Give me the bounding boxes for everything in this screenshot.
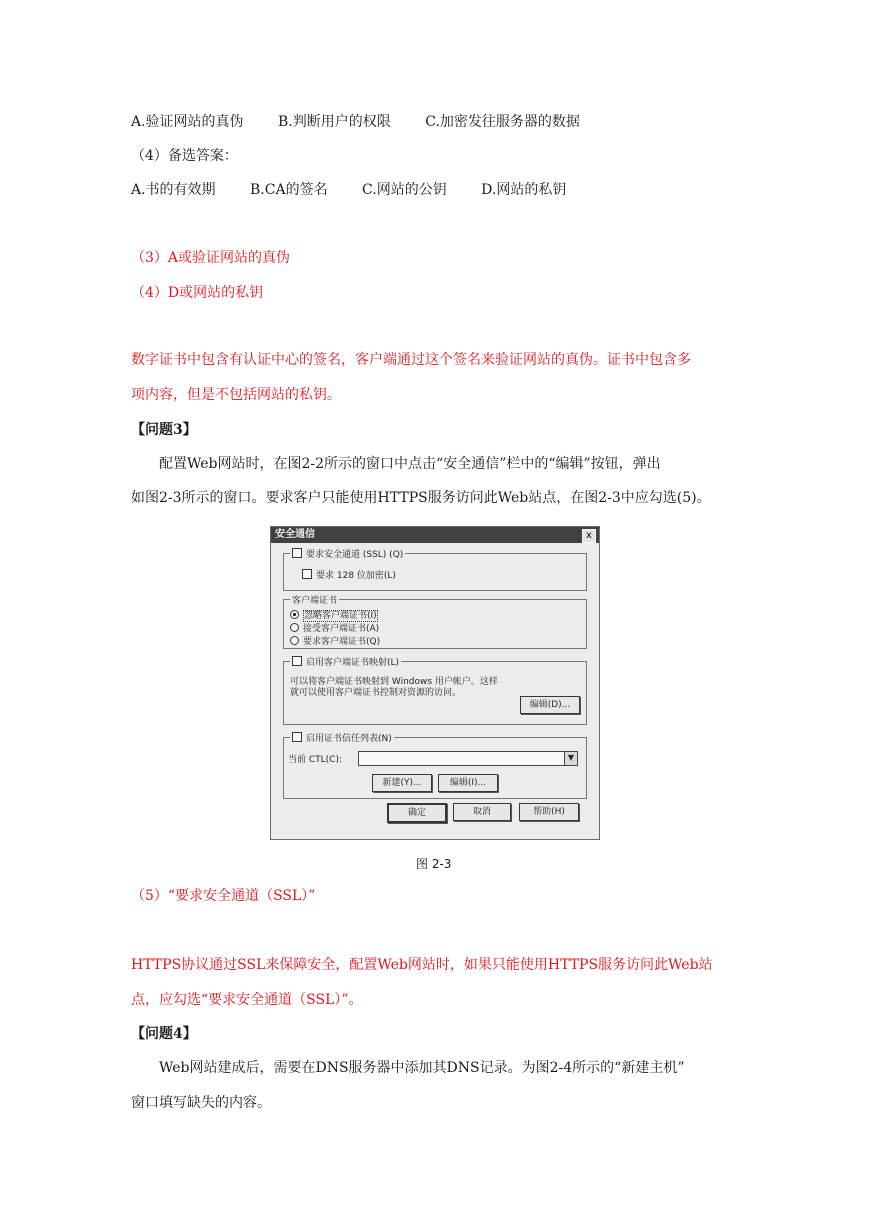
radio-ignore-label: 忽略客户端证书(I) (304, 611, 377, 621)
question-3-line2: 如图2-3所示的窗口。要求客户只能使用HTTPS服务访问此Web站点，在图2-3中应勾选(5)。 (131, 490, 711, 506)
answer-4: （4）D或网站的私钥 (131, 285, 264, 301)
mapping-group (283, 658, 587, 725)
q4-option-b: B.CA的签名 (250, 182, 328, 198)
question-3-line1: 配置Web网站时，在图2-2所示的窗口中点击“安全通信”栏中的“编辑”按钮，弹出 (159, 456, 661, 472)
question-4-line2: 窗口填写缺失的内容。 (131, 1095, 271, 1111)
radio-accept-label: 接受客户端证书(A) (303, 624, 380, 634)
explanation-1-line1: 数字证书中包含有认证中心的签名，客户端通过这个签名来验证网站的真伪。证书中包含多 (131, 352, 691, 368)
mapping-checkbox[interactable] (292, 656, 302, 666)
ctl-label: 启用证书信任列表(N) (306, 734, 392, 744)
answer-5: （5）“要求安全通道（SSL）” (131, 888, 316, 904)
q3-option-c: C.加密发往服务器的数据 (425, 114, 580, 130)
chevron-down-icon[interactable]: ▼ (564, 752, 577, 765)
q3-option-a: A.验证网站的真伪 (131, 114, 244, 130)
q3-option-b: B.判断用户的权限 (278, 114, 391, 130)
close-icon[interactable]: x (582, 529, 596, 543)
question-4-line1: Web网站建成后，需要在DNS服务器中添加其DNS记录。为图2-4所示的“新建主机” (159, 1060, 685, 1076)
bit128-label: 要求 128 位加密(L) (316, 571, 396, 581)
mapping-checkbox-row[interactable] (290, 655, 401, 668)
explanation-2-line2: 点，应勾选“要求安全通道（SSL）”。 (131, 992, 363, 1008)
q4-option-d: D.网站的私钥 (481, 182, 567, 198)
q4-option-c: C.网站的公钥 (362, 182, 447, 198)
ssl-checkbox-row[interactable] (290, 547, 405, 560)
ctl-checkbox-row[interactable] (290, 731, 394, 744)
edit-mapping-button[interactable]: 编辑(D)... (520, 696, 580, 714)
q4-option-a: A.书的有效期 (131, 182, 216, 198)
question-4-heading: 【问题4】 (131, 1026, 197, 1042)
radio-require-label: 要求客户端证书(Q) (303, 637, 381, 647)
bit128-row[interactable] (302, 568, 396, 581)
security-dialog-figure (270, 526, 600, 840)
radio-require[interactable] (290, 636, 299, 645)
bit128-checkbox[interactable] (302, 569, 312, 579)
ssl-checkbox[interactable] (292, 548, 302, 558)
explanation-1-line2: 项内容，但是不包括网站的私钥。 (131, 387, 341, 403)
radio-accept-row[interactable] (290, 621, 379, 634)
mapping-desc-2: 就可以使用客户端证书控制对资源的访问。 (290, 688, 462, 698)
explanation-2-line1: HTTPS协议通过SSL来保障安全，配置Web网站时，如果只能使用HTTPS服务访问此Web站 (131, 957, 713, 973)
edit-ctl-button[interactable]: 编辑(I)... (438, 774, 498, 792)
ctl-checkbox[interactable] (292, 732, 302, 742)
new-ctl-button[interactable]: 新建(Y)... (372, 774, 432, 792)
help-button[interactable]: 帮助(H) (519, 803, 579, 821)
ok-button[interactable]: 确定 (387, 803, 447, 823)
dialog-title: 安全通信 (271, 527, 599, 543)
q3-options (131, 112, 580, 132)
client-cert-legend: 客户端证书 (290, 593, 339, 606)
question-3-heading: 【问题3】 (131, 422, 197, 438)
ctl-select[interactable] (358, 751, 578, 766)
current-ctl-label: 当前 CTL(C): (288, 755, 342, 765)
answer-3: （3）A或验证网站的真伪 (131, 250, 291, 266)
ctl-group (283, 734, 587, 799)
ssl-label: 要求安全通道 (SSL) (Q) (306, 550, 404, 560)
ssl-group (283, 550, 587, 591)
radio-require-row[interactable] (290, 634, 380, 647)
radio-accept[interactable] (290, 623, 299, 632)
radio-ignore-row[interactable] (290, 608, 378, 621)
cancel-button[interactable]: 取消 (453, 803, 511, 821)
mapping-desc-1: 可以将客户端证书映射到 Windows 用户帐户。这样 (290, 677, 498, 687)
figure-caption: 图 2-3 (416, 857, 452, 871)
client-cert-group (283, 596, 587, 649)
mapping-label: 启用客户端证书映射(L) (306, 658, 400, 668)
q4-heading: （4）备选答案： (131, 148, 238, 164)
radio-ignore[interactable] (290, 610, 299, 619)
q4-options (131, 180, 566, 200)
